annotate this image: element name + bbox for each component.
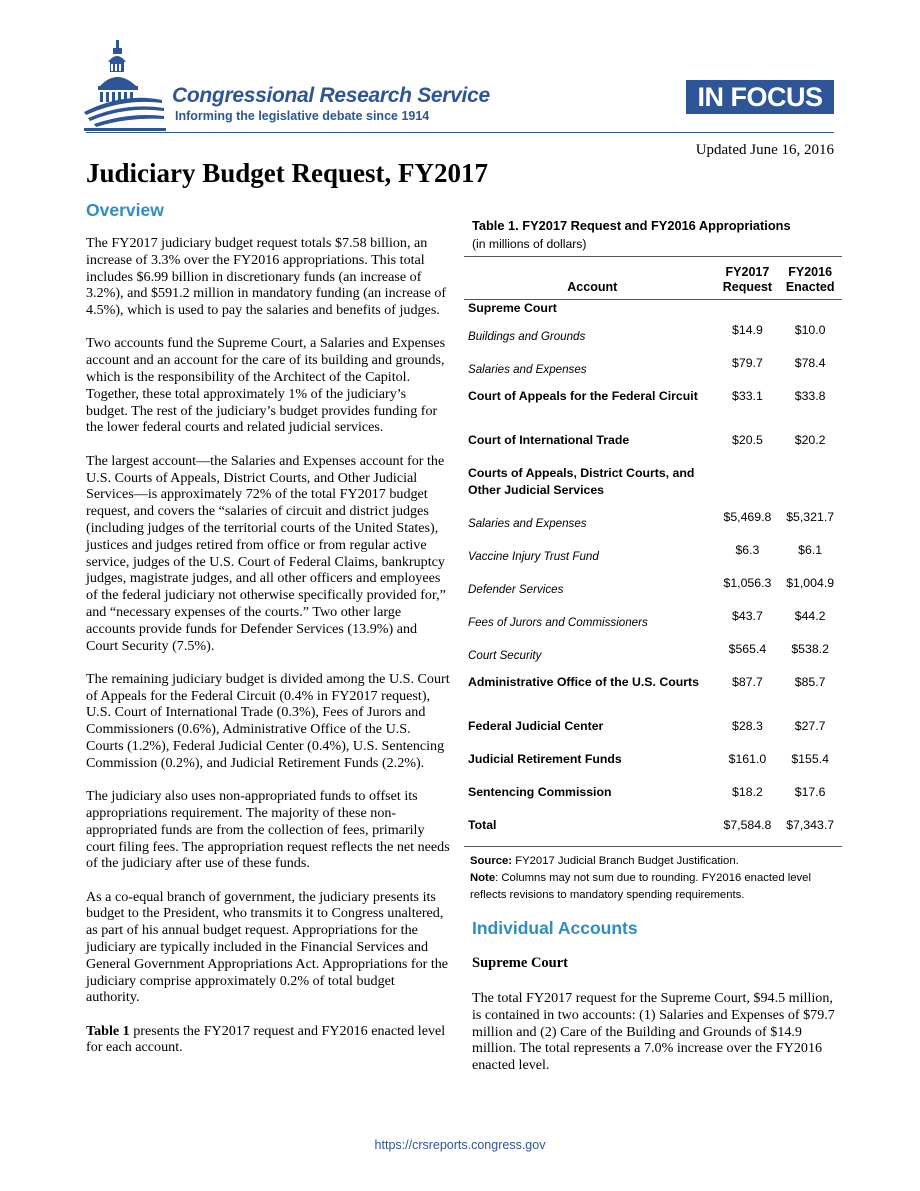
fy2017-request-cell [717,300,779,322]
column-header-fy2017-request [717,257,779,300]
table-row [464,322,842,355]
fy2017-request-cell: $7,584.8 [717,817,779,847]
supreme-court-subheading: Supreme Court [472,955,568,971]
fy2016-enacted-cell: $538.2 [791,641,829,656]
budget-table-block [464,218,842,904]
supreme-court-paragraph: The total FY2017 request for the Supreme Court, $94.5 million, is contained in two accounts: (1) Salaries and Expenses of $79.7 million and (2) Care of the Building and Grounds of $14.9 million. The total represents a 7.0% increase over the FY2016 enacted level. [472,990,835,1074]
account-cell: Sentencing Commission [468,784,612,799]
fy2017-request-cell: $6.3 [735,542,760,557]
fy2016-enacted-cell: $6.1 [798,542,823,557]
overview-section [86,200,450,1073]
header-line: Enacted [785,280,835,294]
budget-table [464,256,842,847]
table-source [470,853,842,870]
fy2016-enacted-cell: $20.2 [794,432,826,447]
fy2016-enacted-cell: $85.7 [794,674,826,689]
fy2017-request-cell [717,465,779,509]
overview-paragraph: The remaining judiciary budget is divided among the U.S. Court of Appeals for the Federal Circuit (0.4% in FY2017 request), U.S. Court of International Trade (0.3%), Fees of Jurors and Commissioners (0.6%), Administrative Office of the U.S. Courts (1.2%), Federal Judicial Center (0.4%), U.S. Sentencing Commission (0.2%), and Judicial Retirement Funds (2.2%). [86,670,450,771]
table-row [464,674,842,718]
fy2017-request-cell: $18.2 [732,784,763,799]
account-cell: Vaccine Injury Trust Fund [468,549,599,563]
fy2017-request-cell: $28.3 [732,718,763,733]
table-row [464,300,842,322]
table-reference[interactable]: Table 1 [86,1022,130,1039]
fy2017-request-cell: $161.0 [728,751,767,766]
table-total-row [464,817,842,847]
table-row [464,388,842,432]
account-cell: Court of International Trade [468,432,630,447]
fy2017-request-cell: $565.4 [728,641,767,656]
account-cell: Federal Judicial Center [468,718,604,733]
account-cell: Supreme Court [468,301,557,315]
footer-url-link[interactable]: https://crsreports.congress.gov [374,1138,546,1152]
account-cell: Court Security [468,648,542,662]
table-reference-text: presents the FY2017 request and FY2016 enacted level for each account. [86,1022,446,1056]
table-row [464,465,842,509]
fy2017-request-cell: $87.7 [732,674,763,689]
fy2016-enacted-cell: $10.0 [794,322,826,337]
fy2017-request-cell: $79.7 [732,355,763,370]
header-line: FY2016 [788,265,833,279]
overview-paragraph: Two accounts fund the Supreme Court, a Salaries and Expenses account and an account for the care of its building and grounds, which is the responsibility of the Architect of the Capitol. Together, these total approximately 1% of the judiciary’s budget. The rest of the judiciary’s budget provides funding for the lower federal courts and related judicial services. [86,335,446,436]
table-notes [470,853,842,904]
fy2016-enacted-cell: $33.8 [794,388,826,403]
table-row [464,542,842,575]
account-cell: Salaries and Expenses [468,362,587,376]
table-header-row [464,257,842,300]
table-note [470,870,842,904]
header-line: Request [722,280,773,294]
account-cell: Total [464,817,717,847]
account-cell: Administrative Office of the U.S. Courts [468,674,699,689]
overview-paragraph: The FY2017 judiciary budget request totals $7.58 billion, an increase of 3.3% over the FY2016 appropriations. This total includes $6.99 billion in discretionary funds (an increase of 3.2%), and $591.2 million in mandatory funding (an increase of 4.5%), which is used to pay the salaries and benefits of judges. [86,235,447,319]
account-cell: Court of Appeals for the Federal Circuit [468,388,698,403]
account-cell: Salaries and Expenses [468,516,587,530]
fy2016-enacted-cell: $155.4 [791,751,829,766]
table-row [464,608,842,641]
account-cell: Fees of Jurors and Commissioners [468,615,648,629]
table-row [464,718,842,751]
overview-paragraph-table-ref [86,1023,450,1057]
table-subtitle: (in millions of dollars) [472,237,587,251]
overview-paragraph: As a co-equal branch of government, the judiciary presents its budget to the President, who transmits it to Congress unaltered, as part of his annual budget request. Appropriations for the judiciary are typically included in the Financial Services and General Government Appropriations Act. Appropriations for the judiciary comprise approximately 0.2% of total budget authority. [86,888,449,1006]
table-row [464,432,842,465]
fy2017-request-cell: $14.9 [732,322,763,337]
column-header-fy2016-enacted [778,257,842,300]
fy2017-request-cell: $43.7 [732,608,763,623]
overview-paragraph: The largest account—the Salaries and Expenses account for the U.S. Courts of Appeals, District Courts, and Other Judicial Services—is approximately 72% of the total FY2017 budget request, and covers the “salaries of circuit and district judges (including judges of the territorial courts of the United States), justices and judges retired from office or from regular active service, judges of the U.S. Court of Federal Claims, bankruptcy judges, magistrate judges, and all other officers and employees of the federal judiciary not otherwise specifically provided for,” and “necessary expenses of the courts.” Two other large accounts provide funds for Defender Services (13.9%) and Court Security (7.5%). [86,452,446,654]
table-row [464,784,842,817]
page-title: Judiciary Budget Request, FY2017 [86,158,489,188]
fy2016-enacted-cell [778,300,842,322]
table-row [464,509,842,542]
fy2016-enacted-cell: $1,004.9 [786,575,835,590]
fy2017-request-cell: $5,469.8 [723,509,772,524]
table-row [464,751,842,784]
fy2016-enacted-cell: $78.4 [794,355,826,370]
overview-heading: Overview [86,200,164,220]
fy2016-enacted-cell: $5,321.7 [786,509,835,524]
source-text: FY2017 Judicial Branch Budget Justification. [512,855,739,867]
note-text: : Columns may not sum due to rounding. FY2016 enacted level reflects revisions to mandatory spending requirements. [470,872,811,901]
fy2016-enacted-cell: $27.7 [794,718,826,733]
fy2017-request-cell: $20.5 [732,432,763,447]
in-focus-badge: IN FOCUS [686,80,834,114]
table-row [464,575,842,608]
fy2016-enacted-cell: $44.2 [794,608,826,623]
account-cell: Buildings and Grounds [468,329,586,343]
fy2016-enacted-cell: $17.6 [794,784,826,799]
updated-date: Updated June 16, 2016 [695,142,834,158]
account-cell: Defender Services [468,582,564,596]
fy2016-enacted-cell [778,465,842,509]
org-tagline: Informing the legislative debate since 1914 [175,109,430,123]
account-cell: Courts of Appeals, District Courts, and Other Judicial Services [468,465,695,497]
table-row [464,641,842,674]
individual-accounts-section [472,918,840,1090]
fy2016-enacted-cell: $7,343.7 [778,817,842,847]
overview-paragraph: The judiciary also uses non-appropriated funds to offset its appropriations requirement. The majority of these non-appropriated funds are from the collection of fees, primarily court filing fees. The appropriation request reflects the net needs of the judiciary after use of these funds. [86,788,450,872]
header-line: FY2017 [725,265,770,279]
source-label: Source: [470,855,513,867]
org-name: Congressional Research Service [172,84,490,107]
column-header-account: Account [464,257,717,300]
fy2017-request-cell: $33.1 [732,388,763,403]
table-row [464,355,842,388]
table-title: Table 1. FY2017 Request and FY2016 Appropriations [472,218,791,233]
fy2017-request-cell: $1,056.3 [723,575,772,590]
account-cell: Judicial Retirement Funds [468,751,622,766]
individual-accounts-heading: Individual Accounts [472,918,638,938]
note-label: Note [470,872,496,884]
header-divider [86,132,834,133]
